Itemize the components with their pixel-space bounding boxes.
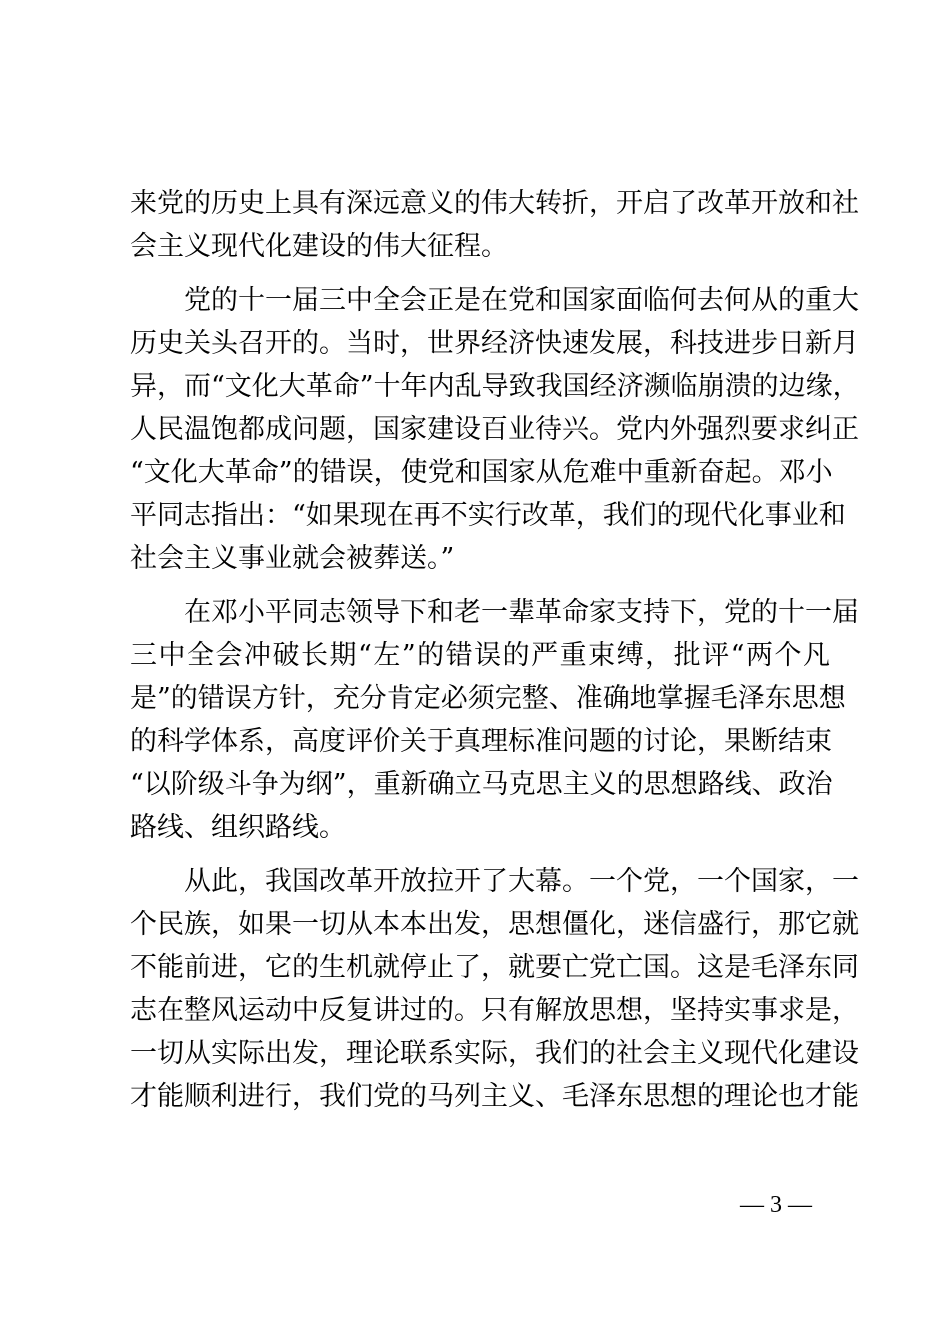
text-line: 平同志指出：“如果现在再不实行改革，我们的现代化事业和 — [130, 500, 846, 531]
text-line: 是”的错误方针，充分肯定必须完整、准确地掌握毛泽东思想 — [130, 683, 846, 714]
document-body — [130, 182, 860, 1118]
text-line: 个民族，如果一切从本本出发，思想僵化，迷信盛行，那它就 — [130, 909, 859, 940]
text-line: 人民温饱都成问题，国家建设百业待兴。党内外强烈要求纠正 — [130, 414, 859, 445]
text-line: 社会主义事业就会被葬送。” — [130, 543, 455, 574]
text-line: 路线、组织路线。 — [130, 812, 346, 843]
text-line: 志在整风运动中反复讲过的。只有解放思想，坚持实事求是， — [130, 995, 859, 1026]
text-line: 来党的历史上具有深远意义的伟大转折，开启了改革开放和社 — [130, 188, 859, 219]
paragraph-4 — [130, 860, 859, 1118]
page-number: — 3 — — [740, 1192, 812, 1218]
text-line: 从此，我国改革开放拉开了大幕。一个党，一个国家，一 — [184, 866, 859, 897]
text-line: 一切从实际出发，理论联系实际，我们的社会主义现代化建设 — [130, 1038, 859, 1069]
text-line: 异，而“文化大革命”十年内乱导致我国经济濒临崩溃的边缘， — [130, 371, 860, 402]
text-line: 历史关头召开的。当时，世界经济快速发展，科技进步日新月 — [130, 328, 859, 359]
text-line: “文化大革命”的错误，使党和国家从危难中重新奋起。邓小 — [130, 457, 833, 488]
paragraph-1 — [130, 182, 859, 268]
text-line: 不能前进，它的生机就停止了，就要亡党亡国。这是毛泽东同 — [130, 952, 859, 983]
text-line: 才能顺利进行，我们党的马列主义、毛泽东思想的理论也才能 — [130, 1081, 859, 1112]
paragraph-2 — [130, 279, 860, 580]
text-line: 的科学体系，高度评价关于真理标准问题的讨论，果断结束 — [130, 726, 832, 757]
text-line: “以阶级斗争为纲”，重新确立马克思主义的思想路线、政治 — [130, 769, 833, 800]
paragraph-3 — [130, 591, 859, 849]
text-line: 党的十一届三中全会正是在党和国家面临何去何从的重大 — [184, 285, 859, 316]
text-line: 三中全会冲破长期“左”的错误的严重束缚，批评“两个凡 — [130, 640, 830, 671]
text-line: 在邓小平同志领导下和老一辈革命家支持下，党的十一届 — [184, 597, 859, 628]
text-line: 会主义现代化建设的伟大征程。 — [130, 231, 508, 262]
